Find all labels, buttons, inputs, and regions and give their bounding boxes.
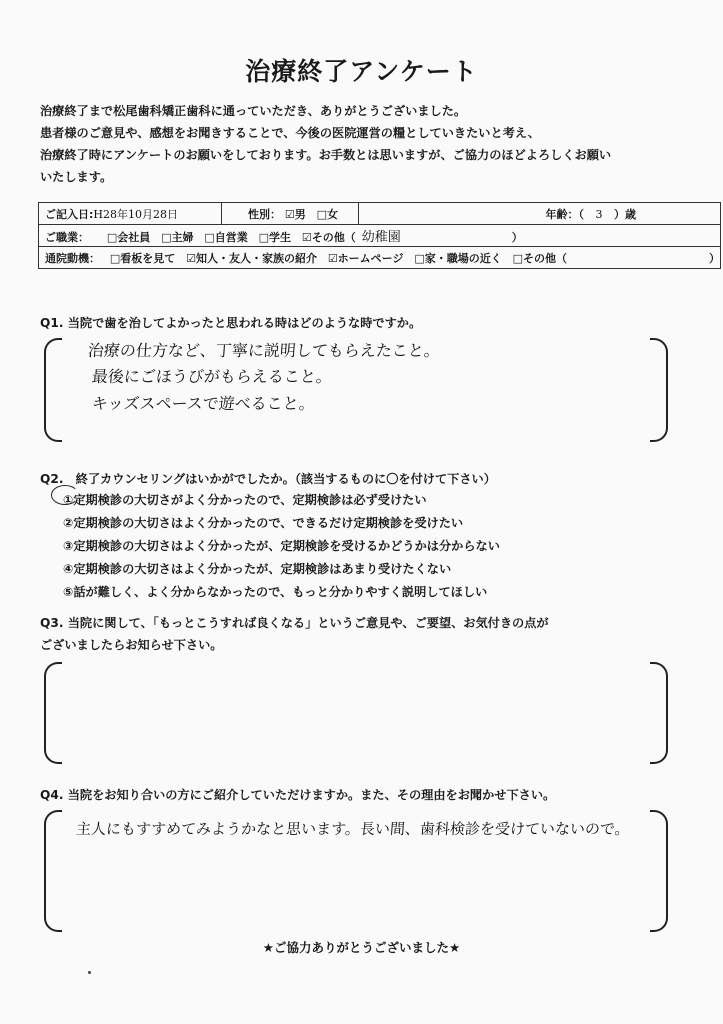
- q3-bracket-right: [650, 662, 668, 764]
- motive-option-referral[interactable]: ☑知人・友人・家族の紹介: [186, 251, 317, 265]
- motive-option-homepage[interactable]: ☑ホームページ: [327, 251, 404, 265]
- q2-option-2[interactable]: ②定期検診の大切さはよく分かったので、できるだけ定期検診を受けたい: [63, 516, 464, 530]
- job-option-office[interactable]: □会社員: [106, 231, 151, 244]
- stray-dot: [88, 971, 91, 974]
- motive-option-signboard[interactable]: □看板を見て: [109, 251, 176, 265]
- patient-info-table: [38, 202, 721, 269]
- job-option-student[interactable]: □学生: [258, 231, 291, 244]
- q3-bracket-left: [44, 662, 62, 764]
- job-close: ）: [511, 231, 523, 244]
- age-suffix: ）歳: [613, 207, 636, 221]
- age-cell: [359, 203, 721, 225]
- q4-bracket-right: [650, 810, 668, 932]
- q1-answer-line: キッズスペースで遊べること。: [91, 394, 316, 413]
- job-option-housewife[interactable]: □主婦: [161, 231, 194, 244]
- gender-male-checkbox[interactable]: ☑男: [284, 207, 306, 221]
- job-option-other[interactable]: ☑その他（: [301, 231, 356, 244]
- date-cell: [39, 203, 222, 225]
- age-value: 3: [595, 207, 603, 221]
- q1-bracket-left: [44, 338, 62, 442]
- thank-you-footer: ★ご協力ありがとうございました★: [262, 940, 461, 955]
- q2-option-5[interactable]: ⑤話が難しく、よく分からなかったので、もっと分かりやすく説明してほしい: [63, 585, 488, 599]
- q4-question: Q4. 当院をお知り合いの方にご紹介していただけますか。また、その理由をお聞かせ下さい。: [40, 788, 556, 802]
- q1-question: Q1. 当院で歯を治してよかったと思われる時はどのような時ですか。: [40, 316, 422, 330]
- motive-label: 通院動機：: [45, 251, 100, 265]
- job-cell: [39, 225, 721, 247]
- q2-option-3[interactable]: ③定期検診の大切さはよく分かったが、定期検診を受けるかどうかは分からない: [63, 539, 500, 553]
- intro-line: 治療終了時にアンケートのお願いをしております。お手数とは思いますが、ご協力のほどよろしくお願い: [40, 148, 612, 162]
- q2-option-1[interactable]: ①定期検診の大切さがよく分かったので、定期検診は必ず受けたい: [63, 493, 427, 507]
- q1-bracket-right: [650, 338, 668, 442]
- q4-bracket-left: [44, 810, 62, 932]
- q2-option-4[interactable]: ④定期検診の大切さはよく分かったが、定期検診はあまり受けたくない: [63, 562, 452, 576]
- gender-cell: [222, 203, 359, 225]
- date-value: H28年10月28日: [93, 207, 178, 221]
- age-label: 年齢：（: [545, 207, 584, 221]
- q1-answer-line: 治療の仕方など、丁寧に説明してもらえたこと。: [87, 341, 441, 360]
- q4-answer: 主人にもすすめてみようかなと思います。長い間、歯科検診を受けていないので。: [75, 820, 631, 838]
- job-other-value: 幼稚園: [361, 230, 401, 245]
- job-option-self-employed[interactable]: □自営業: [204, 231, 248, 244]
- intro-line: 治療終了まで松尾歯科矯正歯科に通っていただき、ありがとうございました。: [40, 104, 467, 118]
- q3-question-line: Q3. 当院に関して、「もっとこうすれば良くなる」というご意見や、ご要望、お気付きの点が: [40, 616, 549, 630]
- motive-close: ）: [708, 251, 720, 265]
- q1-answer-line: 最後にごほうびがもらえること。: [91, 367, 333, 386]
- date-label: ご記入日:: [45, 207, 94, 221]
- motive-option-nearby[interactable]: □家・職場の近く: [414, 251, 502, 265]
- intro-line: 患者様のご意見や、感想をお聞きすることで、今後の医院運営の糧としていきたいと考え、: [40, 126, 540, 140]
- intro-text: [40, 100, 700, 188]
- intro-line: いたします。: [40, 170, 113, 184]
- job-label: ご職業：: [45, 231, 89, 244]
- motive-cell: [39, 247, 721, 269]
- gender-female-checkbox[interactable]: □女: [316, 207, 338, 221]
- q2-question: Q2. 終了カウンセリングはいかがでしたか。（該当するものに〇を付けて下さい）: [40, 472, 496, 486]
- page-title: 治療終了アンケート: [245, 57, 478, 86]
- q3-question-line: ございましたらお知らせ下さい。: [40, 638, 223, 652]
- gender-label: 性別：: [248, 207, 281, 221]
- motive-option-other[interactable]: □その他（: [512, 251, 567, 265]
